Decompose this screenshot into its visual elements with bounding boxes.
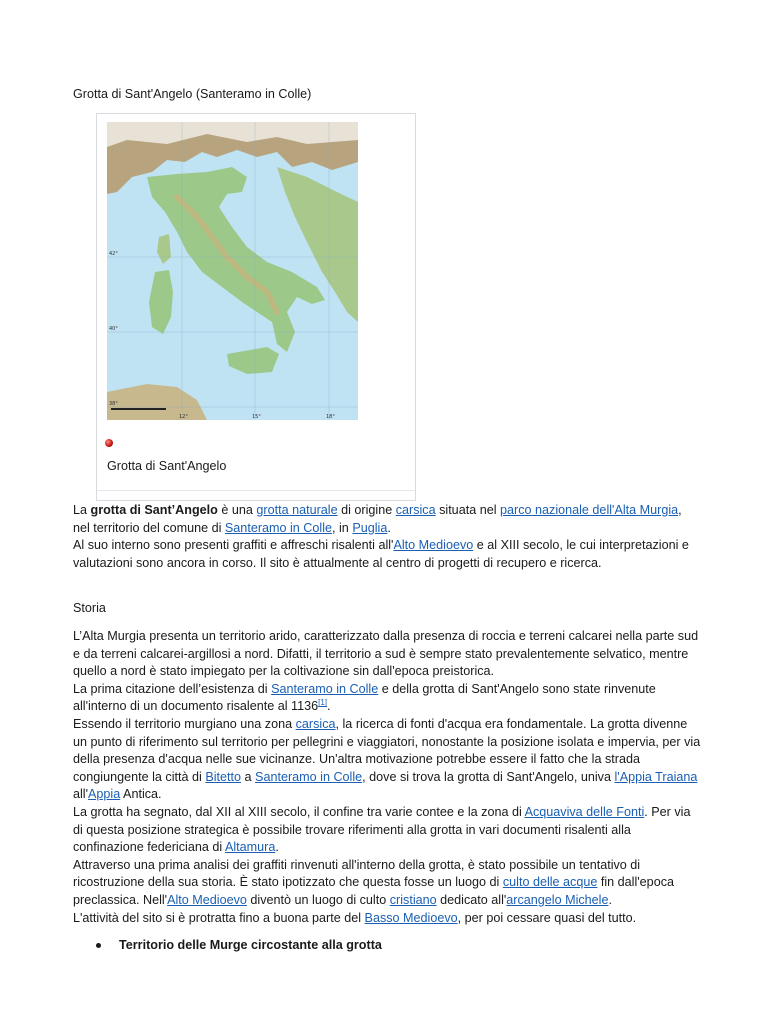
text-run: . — [387, 520, 391, 535]
text-run: diventò un luogo di culto — [246, 892, 390, 907]
storia-paragraph-2 — [73, 681, 701, 716]
infobox-divider — [97, 490, 415, 491]
lat-label-42: 42° — [109, 251, 118, 257]
lat-label-40: 40° — [109, 326, 118, 332]
text-run: , nel territorio del comune di — [73, 503, 682, 535]
link-santeramo[interactable]: Santeramo in Colle — [224, 520, 333, 535]
text-run: , la ricerca di fonti d'acqua era fondamentale. La grotta divenne un punto di riferimento sul territorio per pellegrini e viaggiatori, nonostante la posizione isolata e impervia, per via della presenza d'acqua nelle sue vicinanze. Un'altra motivazione potrebbe essere il fatto che la strada congiungente la città di — [73, 716, 701, 784]
lon-label-18: 18° — [326, 414, 335, 420]
map-caption: Grotta di Sant'Angelo — [107, 459, 227, 473]
bold-term: grotta di Sant’Angelo — [90, 503, 218, 517]
intro-paragraph-1 — [73, 502, 701, 537]
lon-label-12: 12° — [179, 414, 188, 420]
map-infobox — [96, 113, 416, 501]
text-run: , dove si trova la grotta di Sant'Angelo, univa — [362, 769, 615, 784]
link-puglia[interactable]: Puglia — [352, 520, 388, 535]
link-alto-medioevo[interactable]: Alto Medioevo — [393, 538, 474, 553]
link-alto-medioevo[interactable]: Alto Medioevo — [167, 892, 247, 907]
text-run: dedicato all' — [436, 892, 507, 907]
text-run: . Per via di questa posizione strategica è possibile trovare riferimenti alla grotta in vari documenti risalenti alla confinazione federiciana di — [73, 804, 691, 855]
text-run: La prima citazione dell’esistenza di — [73, 681, 272, 696]
text-run: all' — [73, 787, 89, 802]
text-run: e al XIII secolo, le cui interpretazioni e valutazioni sono ancora in corso. Il sito è attualmente al centro di progetti di recupero e ricerca. — [73, 538, 689, 570]
italy-relief-map[interactable] — [107, 122, 358, 420]
link-acquaviva[interactable]: Acquaviva delle Fonti — [524, 804, 645, 819]
bullet-dot-icon — [96, 943, 101, 948]
storia-paragraph-3 — [73, 716, 701, 804]
link-parco-alta-murgia[interactable]: parco nazionale dell'Alta Murgia — [500, 503, 679, 517]
text-run: L'attività del sito si è protratta fino a buona parte del — [73, 910, 365, 925]
section-heading-storia: Storia — [73, 601, 106, 615]
text-run: Essendo il territorio murgiano una zona — [73, 716, 296, 731]
text-run: e della grotta di Sant'Angelo sono state rinvenute all'interno di un documento risalente al 1136 — [73, 681, 656, 714]
link-santeramo[interactable]: Santeramo in Colle — [271, 681, 379, 696]
page-title: Grotta di Sant'Angelo (Santeramo in Colle) — [73, 87, 312, 101]
text-run: . — [275, 840, 279, 855]
link-appia-traiana[interactable]: l'Appia Traiana — [614, 769, 698, 784]
text-run: , in — [332, 520, 353, 535]
storia-paragraph-6 — [73, 910, 701, 928]
link-carsica[interactable]: carsica — [395, 503, 436, 517]
text-run: La — [73, 503, 91, 517]
storia-paragraph-1: L’Alta Murgia presenta un territorio arido, caratterizzato dalla presenza di roccia e terreni calcarei nella parte sud e da terreni calcarei-argillosi a nord. Difatti, il territorio a sud è sempre stato prevalentemente selvatico, mentre quello a nord è stato impiegato per la coltivazione sin dall'epoca preistorica. — [73, 629, 699, 679]
intro-paragraph-2 — [73, 537, 701, 572]
bullet-text: Territorio delle Murge circostante alla grotta — [119, 938, 382, 952]
storia-paragraph-4 — [73, 804, 701, 857]
link-santeramo[interactable]: Santeramo in Colle — [255, 769, 363, 784]
text-run: , per poi cessare quasi del tutto. — [457, 910, 637, 925]
text-run: situata nel — [435, 503, 501, 517]
text-run: . — [608, 892, 612, 907]
text-run: . — [327, 699, 331, 714]
link-altamura[interactable]: Altamura — [224, 840, 276, 855]
lon-label-15: 15° — [252, 414, 261, 420]
storia-section — [73, 628, 701, 927]
text-run: è una — [217, 503, 257, 517]
link-basso-medioevo[interactable]: Basso Medioevo — [364, 910, 458, 925]
link-bitetto[interactable]: Bitetto — [205, 769, 242, 784]
bullet-list-item — [96, 937, 382, 955]
text-run: La grotta ha segnato, dal XII al XIII secolo, il confine tra varie contee e la zona di — [73, 804, 525, 819]
text-run: Attraverso una prima analisi dei graffiti rinvenuti all'interno della grotta, è stato possibile un tentativo di ricostruzione della sua storia. È stato ipotizzato che questa fosse un luogo di — [73, 857, 641, 890]
link-appia[interactable]: Appia — [88, 787, 121, 802]
map-scale-bar — [111, 408, 166, 410]
text-run: fin dall'epoca preclassica. Nell' — [73, 875, 674, 907]
intro-section — [73, 502, 701, 572]
text-run: a — [241, 769, 256, 784]
link-carsica[interactable]: carsica — [295, 716, 336, 731]
link-grotta-naturale[interactable]: grotta naturale — [256, 503, 338, 517]
link-culto-acque[interactable]: culto delle acque — [502, 875, 598, 890]
storia-paragraph-5 — [73, 857, 701, 910]
text-run: Al suo interno sono presenti graffiti e affreschi risalenti all' — [73, 538, 394, 553]
text-run: di origine — [337, 503, 396, 517]
location-marker-icon — [105, 439, 113, 447]
link-cristiano[interactable]: cristiano — [389, 892, 437, 907]
lat-label-38: 38° — [109, 401, 118, 407]
link-arcangelo-michele[interactable]: arcangelo Michele — [506, 892, 609, 907]
footnote-link[interactable]: [1] — [318, 698, 328, 708]
text-run: Antica. — [120, 787, 162, 802]
